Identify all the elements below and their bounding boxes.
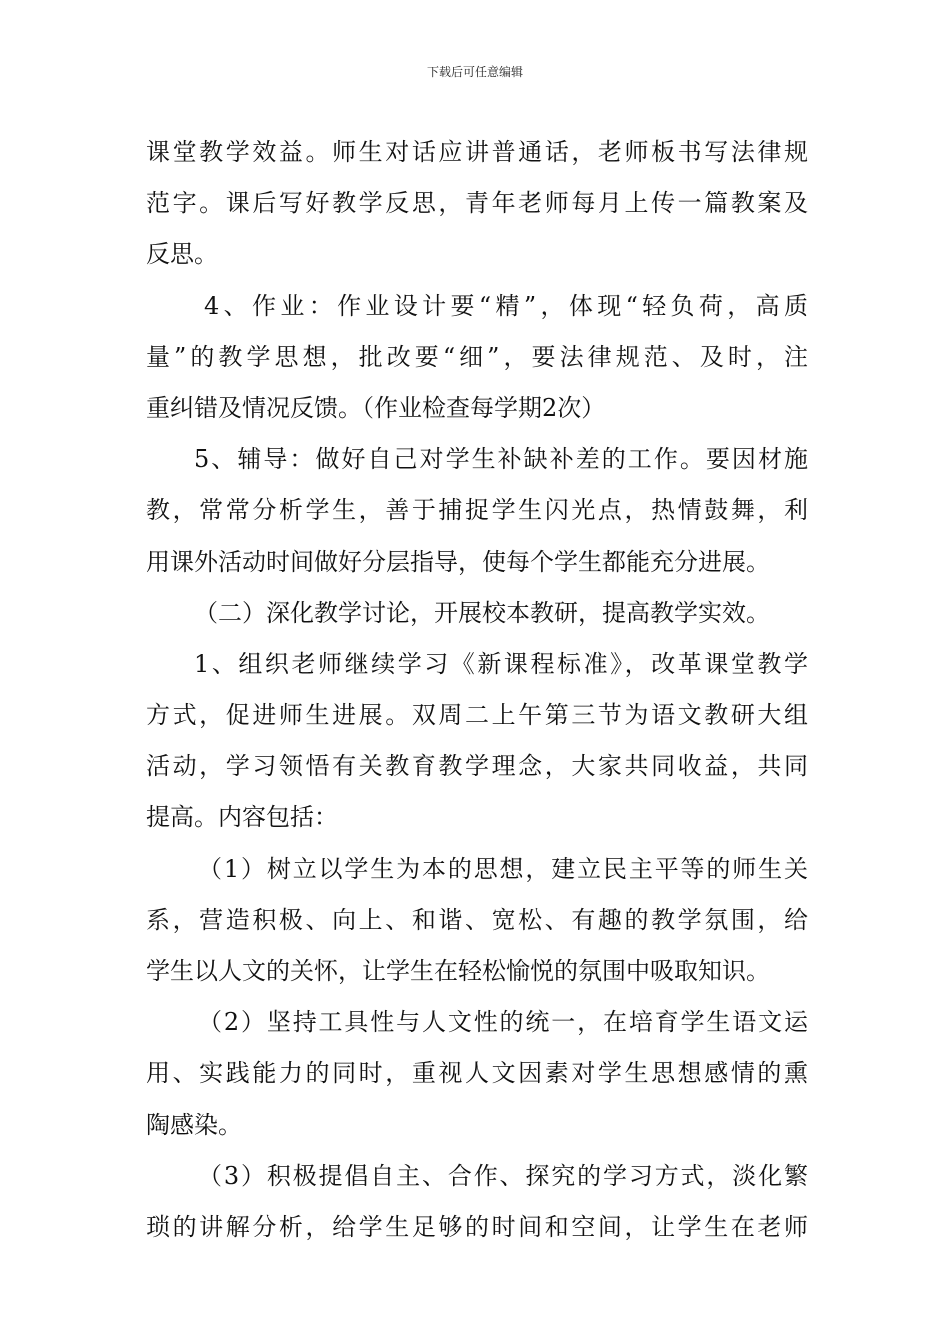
text-line: 用、实践能力的同时，重视人文因素对学生思想感情的熏	[146, 1059, 808, 1088]
text-line: 活动，学习领悟有关教育教学理念，大家共同收益，共同	[146, 752, 808, 781]
text-line: 课堂教学效益。师生对话应讲普通话，老师板书写法律规	[146, 138, 808, 166]
text-line: （1）树立以学生为本的思想，建立民主平等的师生关	[198, 854, 808, 883]
text-line: 5、辅导：做好自己对学生补缺补差的工作。要因材施	[194, 445, 808, 474]
text-line: 系，营造积极、向上、和谐、宽松、有趣的教学氛围，给	[146, 905, 808, 934]
text-line: 陶感染。	[146, 1110, 242, 1139]
text-line: 用课外活动时间做好分层指导，使每个学生都能充分进展。	[146, 547, 770, 576]
text-line: 提高。内容包括：	[146, 803, 338, 832]
text-line: 量”的教学思想，批改要“细”，要法律规范、及时，注	[146, 342, 808, 371]
text-line: 反思。	[146, 240, 218, 269]
page-header: 下载后可任意编辑	[426, 65, 523, 79]
text-line: （3）积极提倡自主、合作、探究的学习方式，淡化繁	[198, 1161, 808, 1190]
text-line: 教，常常分析学生，善于捕捉学生闪光点，热情鼓舞，利	[146, 496, 808, 525]
text-line: （2）坚持工具性与人文性的统一，在培育学生语文运	[198, 1008, 808, 1037]
text-line: 学生以人文的关怀，让学生在轻松愉悦的氛围中吸取知识。	[146, 957, 770, 985]
text-line: 范字。课后写好教学反思，青年老师每月上传一篇教案及	[146, 189, 808, 218]
document-body	[146, 127, 808, 1253]
text-line: 琐的讲解分析，给学生足够的时间和空间，让学生在老师	[146, 1212, 808, 1241]
text-line: 重纠错及情况反馈。（作业检查每学期2次）	[146, 393, 606, 422]
text-line: 4、作业：作业设计要“精”，体现“轻负荷，高质	[204, 291, 808, 320]
section-heading: （二）深化教学讨论，开展校本教研，提高教学实效。	[194, 598, 770, 627]
text-line: 方式，促进师生进展。双周二上午第三节为语文教研大组	[146, 701, 808, 730]
text-line: 1、组织老师继续学习《新课程标准》，改革课堂教学	[194, 649, 808, 678]
